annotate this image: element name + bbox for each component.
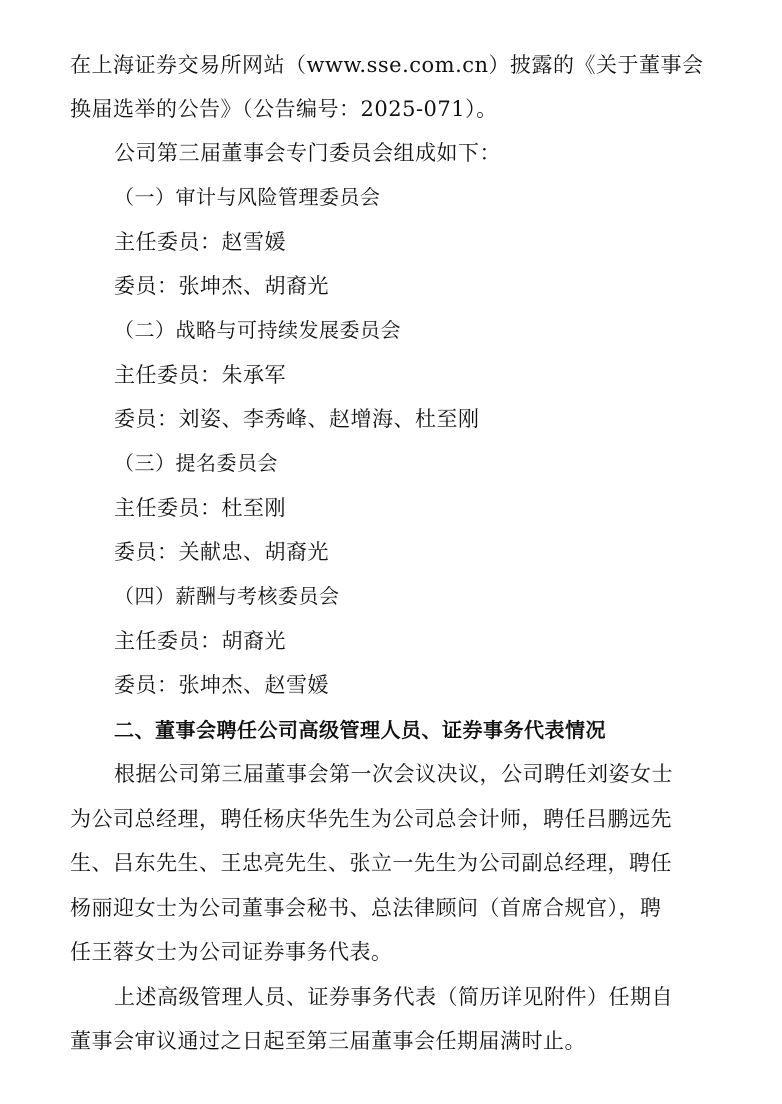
committee-members-nomination: 委员：关献忠、胡裔光 <box>114 540 329 564</box>
paragraph-line: 生、吕东先生、王忠亮先生、张立一先生为公司副总经理，聘任 <box>70 851 672 875</box>
committees-intro: 公司第三届董事会专门委员会组成如下： <box>114 141 501 165</box>
committee-members-compensation: 委员：张坤杰、赵雪媛 <box>114 673 329 697</box>
intro-line-2: 换届选举的公告》（公告编号：2025-071）。 <box>70 97 498 121</box>
committee-title-nomination: （三）提名委员会 <box>114 451 278 475</box>
paragraph-line: 为公司总经理，聘任杨庆华先生为公司总会计师，聘任吕鹏远先 <box>70 807 672 831</box>
committee-title-strategy: （二）战略与可持续发展委员会 <box>114 318 401 342</box>
paragraph-line: 任王蓉女士为公司证券事务代表。 <box>70 940 393 964</box>
committee-title-audit: （一）审计与风险管理委员会 <box>114 185 381 209</box>
paragraph-line: 上述高级管理人员、证券事务代表（简历详见附件）任期自 <box>114 985 673 1009</box>
committee-chair-audit: 主任委员：赵雪媛 <box>114 230 286 254</box>
committee-members-strategy: 委员：刘姿、李秀峰、赵增海、杜至刚 <box>114 407 480 431</box>
paragraph-line: 根据公司第三届董事会第一次会议决议，公司聘任刘姿女士 <box>114 762 673 786</box>
intro-line-1: 在上海证券交易所网站（www.sse.com.cn）披露的《关于董事会 <box>70 53 704 77</box>
section-two-heading: 二、董事会聘任公司高级管理人员、证券事务代表情况 <box>114 718 606 742</box>
paragraph-line: 杨丽迎女士为公司董事会秘书、总法律顾问（首席合规官），聘 <box>70 896 662 920</box>
committee-members-audit: 委员：张坤杰、胡裔光 <box>114 274 329 298</box>
committee-chair-compensation: 主任委员：胡裔光 <box>114 629 286 653</box>
paragraph-line: 董事会审议通过之日起至第三届董事会任期届满时止。 <box>70 1029 586 1053</box>
committee-title-compensation: （四）薪酬与考核委员会 <box>114 584 340 608</box>
committee-chair-strategy: 主任委员：朱承军 <box>114 363 286 387</box>
committee-chair-nomination: 主任委员：杜至刚 <box>114 496 286 520</box>
